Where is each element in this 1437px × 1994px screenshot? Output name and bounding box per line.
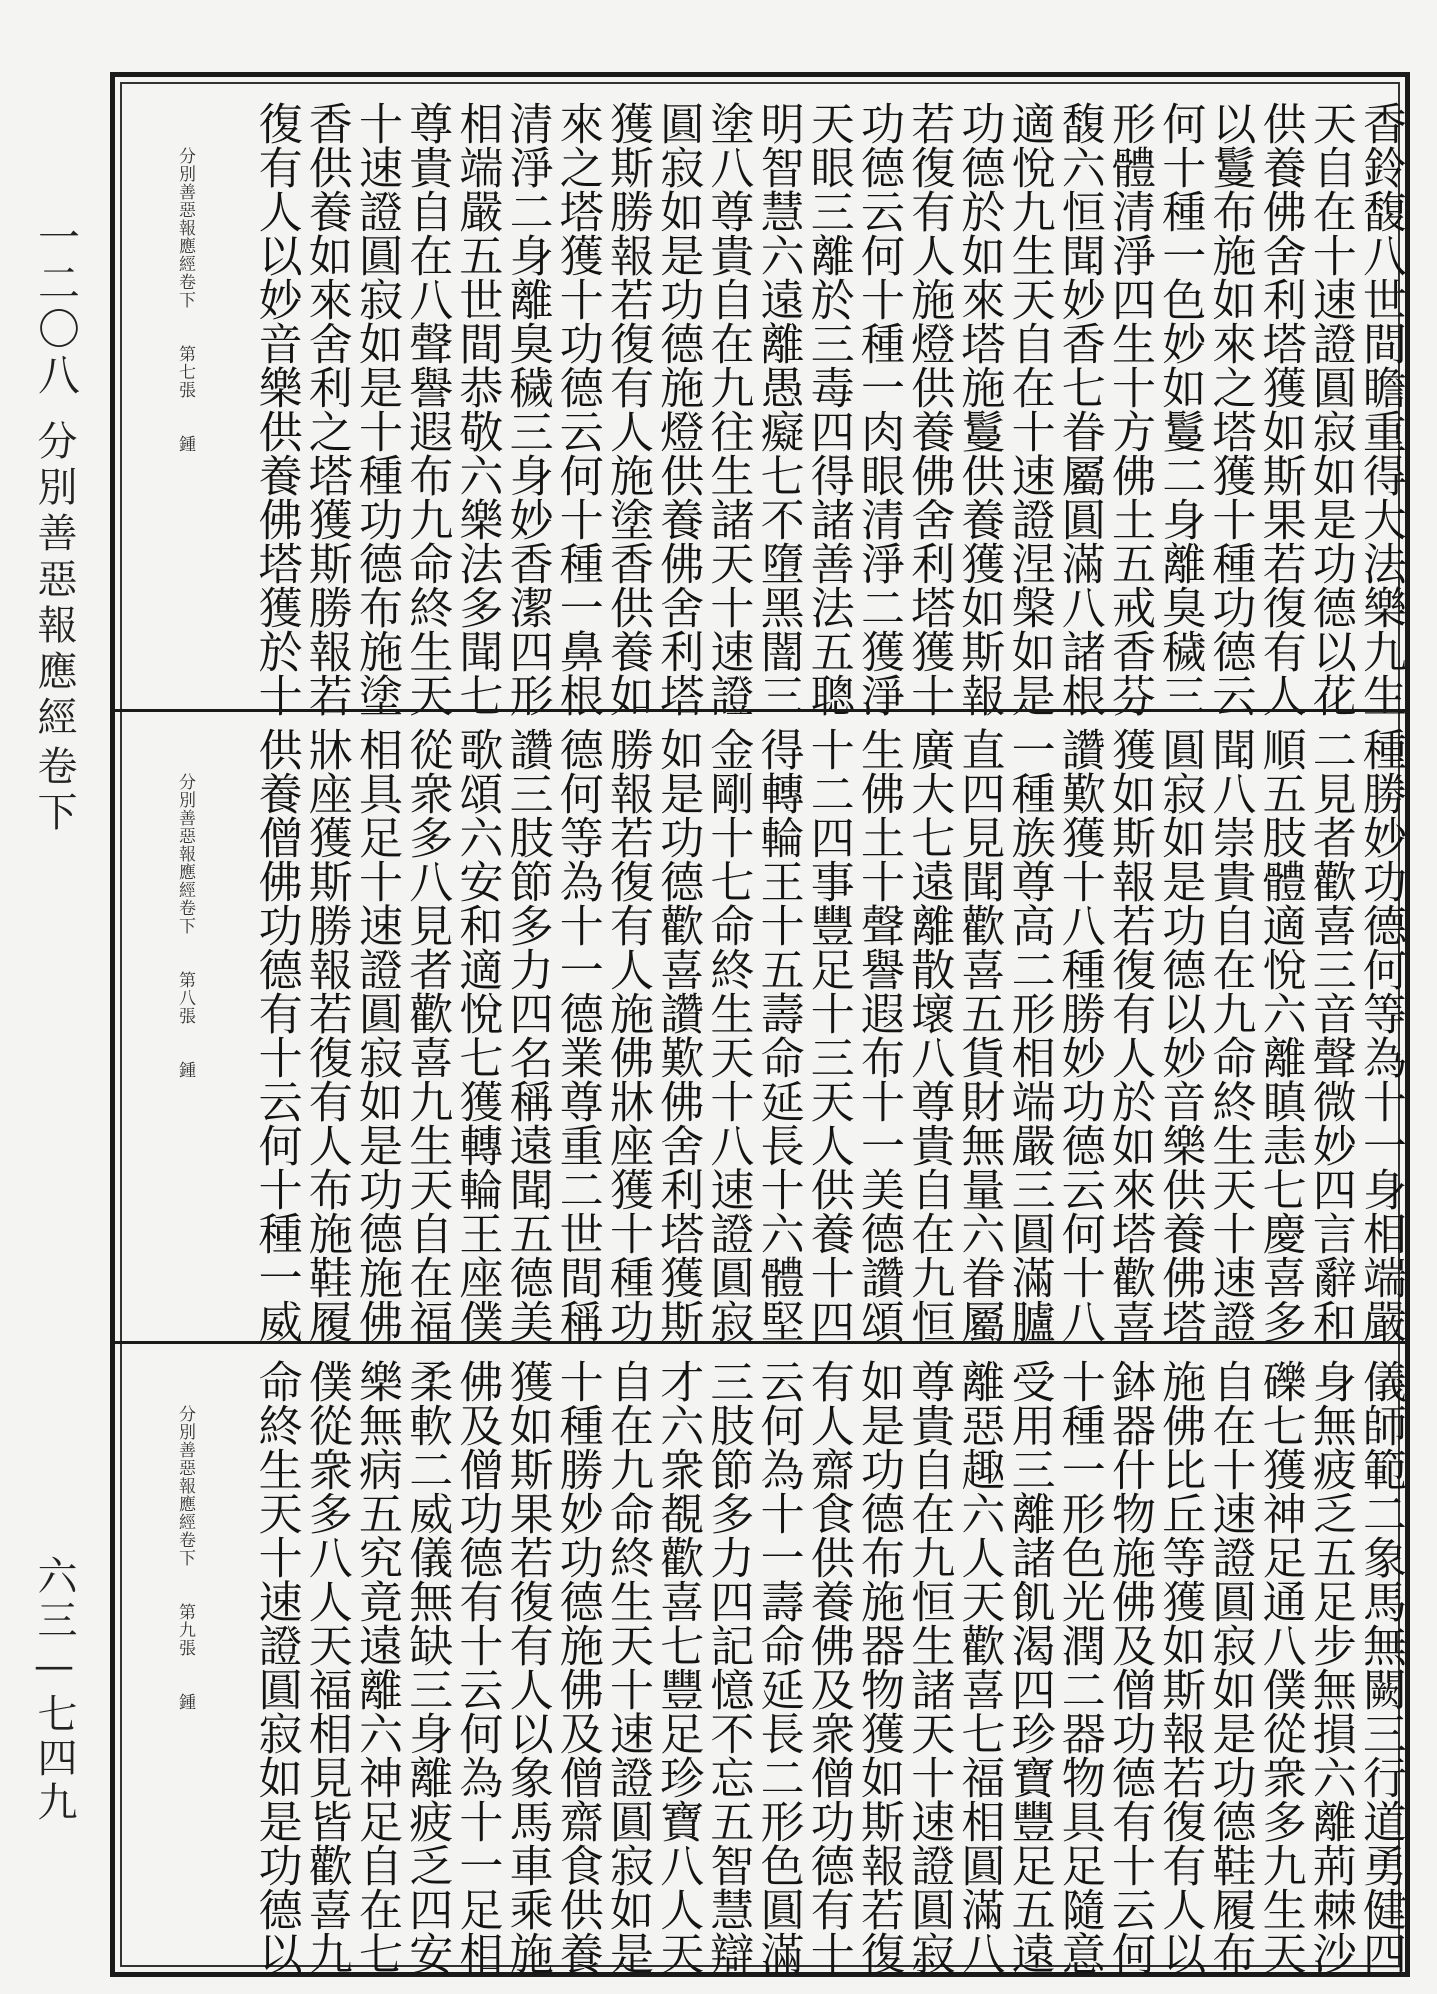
panel-divider-1 bbox=[115, 709, 1405, 712]
text-column: 得轉輪王十五壽命延長十六體堅 bbox=[752, 727, 804, 1343]
panel-divider-2 bbox=[115, 1341, 1405, 1344]
text-column: 自在十速證圓寂如是功德鞋履布 bbox=[1204, 1359, 1256, 1975]
text-column: 尊貴自在九恒生諸天十速證圓寂 bbox=[903, 1359, 955, 1975]
text-column: 施佛比丘等獲如斯報若復有人以 bbox=[1154, 1359, 1206, 1975]
text-column: 如是功德布施器物獲如斯報若復 bbox=[853, 1359, 904, 1975]
text-column: 功德云何十種一肉眼清淨二獲淨 bbox=[853, 101, 904, 717]
text-column: 十二四事豐足十三天人供養十四 bbox=[802, 727, 854, 1343]
volume-number: 一二〇八 bbox=[32, 215, 81, 399]
text-column: 香鈴馥八世間瞻重得大法樂九生 bbox=[1355, 101, 1406, 717]
text-column: 身無疲乏五足步無損六離荊棘沙 bbox=[1304, 1359, 1356, 1975]
text-column: 讚歎獲十八種勝妙功德云何十八 bbox=[1053, 727, 1105, 1343]
text-column: 功德於如來塔施鬘供養獲如斯報 bbox=[953, 101, 1005, 717]
text-column: 清淨二身離臭穢三身妙香潔四形 bbox=[501, 101, 553, 717]
text-column: 順五肢體適悅六離瞋恚七慶喜多 bbox=[1254, 727, 1306, 1343]
text-column: 金剛十七命終生天十八速證圓寂 bbox=[702, 727, 754, 1343]
text-column: 天自在十速證圓寂如是功德以花 bbox=[1304, 101, 1356, 717]
text-column: 以鬘布施如來之塔獲十種功德云 bbox=[1204, 101, 1256, 717]
text-column: 三肢節多力四記憶不忘五智慧辯 bbox=[702, 1359, 754, 1975]
page-number: 六三—七四九 bbox=[31, 1555, 77, 1825]
text-column: 相端嚴五世間恭敬六樂法多聞七 bbox=[451, 101, 503, 717]
text-column: 佛及僧功德有十云何為十一足相 bbox=[451, 1359, 503, 1975]
text-column: 聞八崇貴自在九命終生天十速證 bbox=[1204, 727, 1256, 1343]
panel-1-columns bbox=[115, 87, 1406, 717]
panel-1-footer: 分別善惡報應經卷下 第七張 鍾 bbox=[175, 147, 195, 453]
text-column: 若復有人施燈供養佛舍利塔獲十 bbox=[903, 101, 955, 717]
text-column: 命終生天十速證圓寂如是功德以 bbox=[250, 1359, 302, 1975]
text-column: 勝報若復有人施佛牀座獲十種功 bbox=[602, 727, 653, 1343]
text-column: 復有人以妙音樂供養佛塔獲於十 bbox=[250, 101, 302, 717]
text-column: 適悅九生天自在十速證涅槃如是 bbox=[1003, 101, 1055, 717]
text-column: 受用三離諸飢渴四珍寶豐足五遠 bbox=[1003, 1359, 1055, 1975]
text-column: 歌頌六安和適悅七獲轉輪王座僕 bbox=[451, 727, 503, 1343]
text-column: 供養佛舍利塔獲如斯果若復有人 bbox=[1254, 101, 1306, 717]
text-column: 德何等為十一德業尊重二世間稱 bbox=[551, 727, 603, 1343]
text-column: 讚三肢節多力四名稱遠聞五德美 bbox=[501, 727, 553, 1343]
text-column: 僕從衆多八人天福相見皆歡喜九 bbox=[300, 1359, 352, 1975]
text-column: 廣大七遠離散壞八尊貴自在九恒 bbox=[903, 727, 955, 1343]
text-column: 何十種一色妙如鬘二身離臭穢三 bbox=[1154, 101, 1206, 717]
text-column: 儀師範二象馬無闕三行道勇健四 bbox=[1355, 1359, 1406, 1975]
text-column: 自在九命終生天十速證圓寂如是 bbox=[602, 1359, 653, 1975]
page-frame bbox=[110, 72, 1410, 1977]
text-panel-3 bbox=[115, 1345, 1406, 1975]
text-column: 塗八尊貴自在九往生諸天十速證 bbox=[702, 101, 754, 717]
text-column: 供養僧佛功德有十云何十種一威 bbox=[250, 727, 302, 1343]
text-column: 馥六恒聞妙香七眷屬圓滿八諸根 bbox=[1053, 101, 1105, 717]
text-column: 十種勝妙功德施佛及僧齋食供養 bbox=[551, 1359, 603, 1975]
text-column: 礫七獲神足通八僕從衆多九生天 bbox=[1254, 1359, 1306, 1975]
text-column: 樂無病五究竟遠離六神足自在七 bbox=[351, 1359, 402, 1975]
text-column: 一種族尊高二形相端嚴三圓滿臚 bbox=[1003, 727, 1055, 1343]
text-column: 十速證圓寂如是十種功德布施塗 bbox=[351, 101, 402, 717]
text-column: 有人齋食供養佛及衆僧功德有十 bbox=[802, 1359, 854, 1975]
text-column: 相具足十速證圓寂如是功德施佛 bbox=[351, 727, 402, 1343]
left-margin bbox=[8, 0, 103, 1994]
text-column: 生佛土十聲譽遐布十一美德讚頌 bbox=[853, 727, 904, 1343]
panel-2-footer: 分別善惡報應經卷下 第八張 鍾 bbox=[175, 773, 195, 1079]
panel-3-footer: 分別善惡報應經卷下 第九張 鍾 bbox=[175, 1405, 195, 1711]
panel-2-columns bbox=[115, 713, 1406, 1343]
text-column: 圓寂如是功德施燈供養佛舍利塔 bbox=[652, 101, 704, 717]
text-column: 云何為十一壽命延長二形色圓滿 bbox=[752, 1359, 804, 1975]
text-panel-1 bbox=[115, 87, 1406, 717]
fascicle-label: 卷下 bbox=[31, 745, 77, 837]
text-column: 圓寂如是功德以妙音樂供養佛塔 bbox=[1154, 727, 1206, 1343]
text-column: 離惡趣六人天歡喜七福相圓滿八 bbox=[953, 1359, 1005, 1975]
text-column: 十種一形色光潤二器物具足隨意 bbox=[1053, 1359, 1105, 1975]
text-column: 從衆多八見者歡喜九生天自在福 bbox=[401, 727, 453, 1343]
text-panel-2 bbox=[115, 713, 1406, 1343]
text-column: 柔軟二威儀無缺三身離疲乏四安 bbox=[401, 1359, 453, 1975]
text-column: 種勝妙功德何等為十一身相端嚴 bbox=[1355, 727, 1406, 1343]
sutra-title: 分別善惡報應經 bbox=[31, 420, 77, 742]
text-column: 二見者歡喜三音聲微妙四言辭和 bbox=[1304, 727, 1356, 1343]
panel-3-columns bbox=[115, 1345, 1406, 1975]
text-column: 鉢器什物施佛及僧功德有十云何 bbox=[1104, 1359, 1155, 1975]
text-column: 來之塔獲十功德云何十種一鼻根 bbox=[551, 101, 603, 717]
text-column: 直四見聞歡喜五貨財無量六眷屬 bbox=[953, 727, 1005, 1343]
text-column: 獲斯勝報若復有人施塗香供養如 bbox=[602, 101, 653, 717]
text-column: 獲如斯果若復有人以象馬車乘施 bbox=[501, 1359, 553, 1975]
text-column: 形體清淨四生十方佛土五戒香芬 bbox=[1104, 101, 1155, 717]
text-column: 獲如斯報若復有人於如來塔歡喜 bbox=[1104, 727, 1155, 1343]
text-column: 尊貴自在八聲譽遐布九命終生天 bbox=[401, 101, 453, 717]
text-column: 香供養如來舍利之塔獲斯勝報若 bbox=[300, 101, 352, 717]
text-column: 天眼三離於三毒四得諸善法五聰 bbox=[802, 101, 854, 717]
text-column: 明智慧六遠離愚癡七不墮黑闇三 bbox=[752, 101, 804, 717]
text-column: 牀座獲斯勝報若復有人布施鞋履 bbox=[300, 727, 352, 1343]
text-column: 才六衆覩歡喜七豐足珍寶八人天 bbox=[652, 1359, 704, 1975]
text-column: 如是功德歡喜讚歎佛舍利塔獲斯 bbox=[652, 727, 704, 1343]
